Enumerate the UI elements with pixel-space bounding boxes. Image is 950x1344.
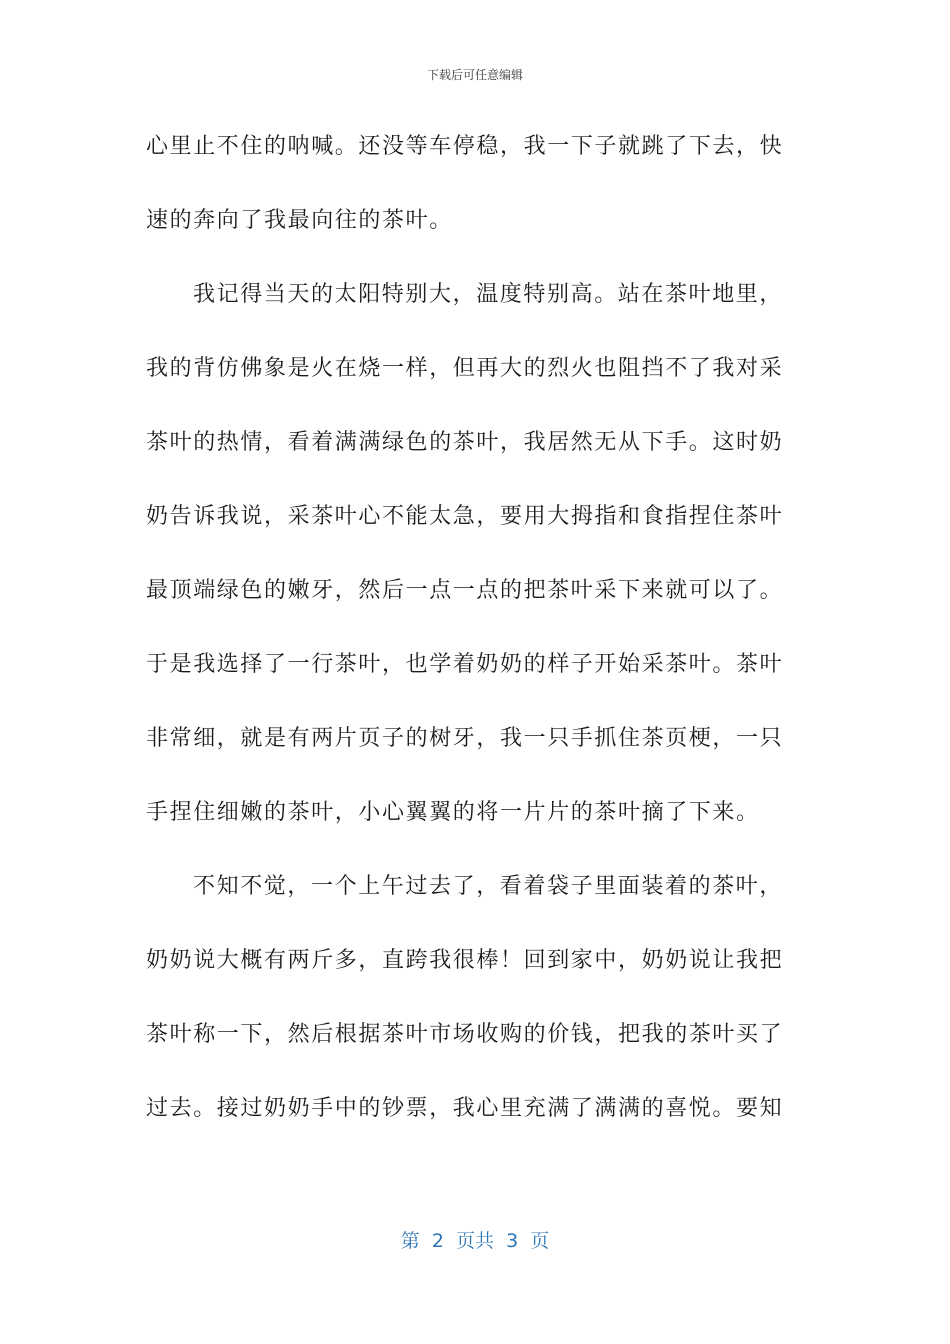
text-line-4: 我的背仿佛象是火在烧一样，但再大的烈火也阻挡不了我对采	[146, 356, 784, 381]
text-line-11: 不知不觉，一个上午过去了，看着袋子里面装着的茶叶，	[193, 874, 784, 899]
text-line-9: 非常细，就是有两片页子的树牙，我一只手抓住茶页梗，一只	[146, 726, 784, 751]
text-line-7: 最顶端绿色的嫩牙，然后一点一点的把茶叶采下来就可以了。	[146, 578, 784, 603]
text-line-6: 奶告诉我说，采茶叶心不能太急，要用大拇指和食指捏住茶叶	[146, 504, 784, 529]
text-line-3: 我记得当天的太阳特别大，温度特别高。站在茶叶地里，	[193, 282, 784, 307]
text-line-14: 过去。接过奶奶手中的钞票，我心里充满了满满的喜悦。要知	[146, 1096, 784, 1121]
text-line-2: 速的奔向了我最向往的茶叶。	[146, 208, 453, 233]
text-line-8: 于是我选择了一行茶叶，也学着奶奶的样子开始采茶叶。茶叶	[146, 652, 784, 677]
page-header-note: 下载后可任意编辑	[426, 68, 523, 82]
page-number-footer: 第 2 页共 3 页	[400, 1230, 550, 1252]
text-line-1: 心里止不住的呐喊。还没等车停稳，我一下子就跳了下去，快	[146, 134, 784, 159]
text-line-5: 茶叶的热情，看着满满绿色的茶叶，我居然无从下手。这时奶	[146, 430, 784, 455]
text-line-12: 奶奶说大概有两斤多，直跨我很棒！回到家中，奶奶说让我把	[146, 948, 784, 973]
text-line-13: 茶叶称一下，然后根据茶叶市场收购的价钱，把我的茶叶买了	[146, 1022, 784, 1047]
document-body	[146, 124, 806, 1160]
text-line-10: 手捏住细嫩的茶叶，小心翼翼的将一片片的茶叶摘了下来。	[146, 800, 760, 825]
